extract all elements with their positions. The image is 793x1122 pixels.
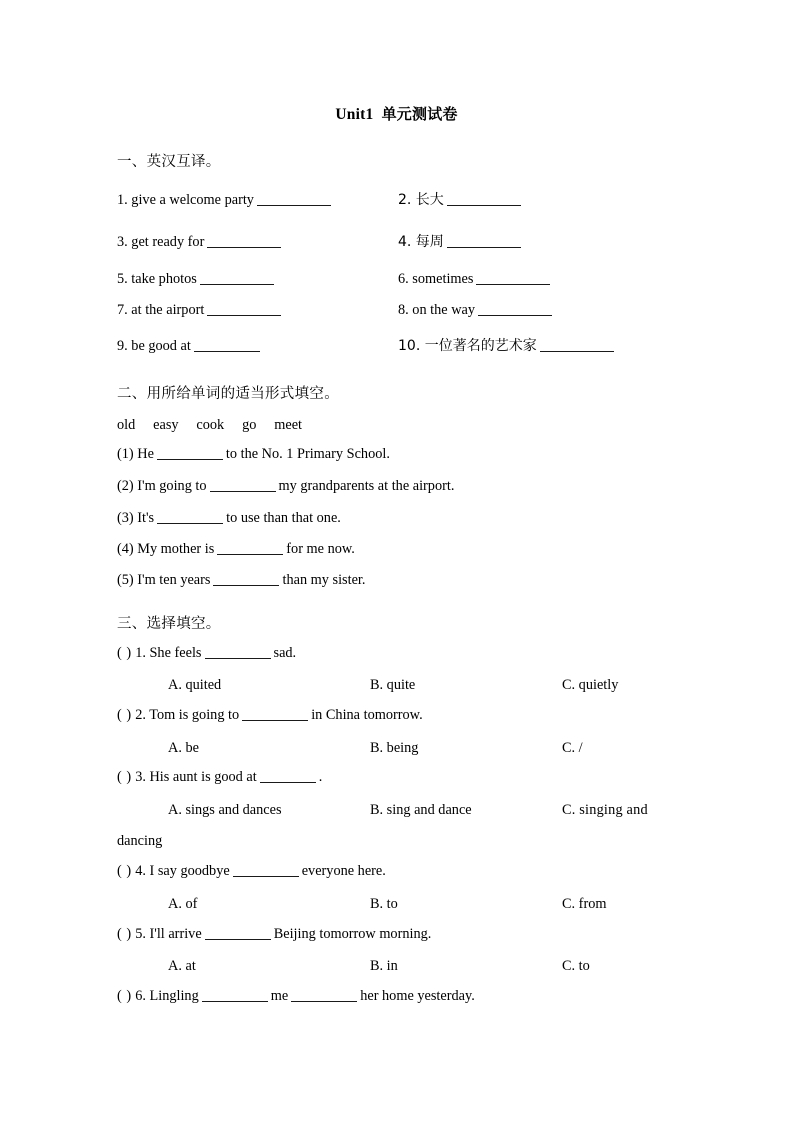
translate-item-7 (117, 303, 284, 319)
fill-question-1-pre: (1) He (117, 446, 154, 462)
mc-4-option-b[interactable]: B. to (370, 896, 398, 912)
fill-question-4-post: for me now. (286, 541, 355, 557)
answer-blank[interactable] (447, 205, 521, 206)
translate-item-3-label: 3. get ready for (117, 234, 205, 250)
answer-blank[interactable] (207, 315, 281, 316)
answer-blank[interactable] (447, 247, 521, 248)
mc-question-2-post: in China tomorrow. (311, 707, 423, 723)
mc-answer-bracket[interactable]: ( ) (117, 863, 132, 879)
answer-blank[interactable] (217, 554, 283, 555)
title-cn: 单元测试卷 (381, 105, 458, 123)
translate-item-10 (398, 339, 617, 355)
fill-question-3 (117, 511, 341, 527)
answer-blank[interactable] (200, 284, 274, 285)
mc-question-4 (117, 864, 386, 880)
fill-question-5-post: than my sister. (282, 572, 366, 588)
mc-answer-bracket[interactable]: ( ) (117, 988, 132, 1004)
title-en: Unit1 (335, 106, 374, 123)
mc-question-4-pre: 4. I say goodbye (135, 863, 230, 879)
fill-question-1 (117, 447, 390, 463)
mc-question-2-pre: 2. Tom is going to (135, 707, 240, 723)
mc-answer-bracket[interactable]: ( ) (117, 926, 132, 942)
answer-blank[interactable] (205, 939, 271, 940)
translate-item-6-label: 6. sometimes (398, 271, 474, 287)
translate-item-4 (398, 235, 524, 251)
page-title (0, 103, 793, 124)
answer-blank[interactable] (194, 351, 260, 352)
mc-3-option-a[interactable]: A. sings and dances (168, 802, 282, 818)
mc-question-3-pre: 3. His aunt is good at (135, 769, 257, 785)
translate-item-4-label: 4. 每周 (398, 234, 444, 250)
mc-question-2 (117, 708, 423, 724)
answer-blank[interactable] (210, 491, 276, 492)
mc-question-1 (117, 646, 296, 662)
translate-item-1-label: 1. give a welcome party (117, 192, 254, 208)
mc-question-6-post: her home yesterday. (360, 988, 475, 1004)
mc-3-option-c[interactable]: C. singing and (562, 802, 648, 818)
mc-5-option-c[interactable]: C. to (562, 958, 590, 974)
mc-question-3-post: . (318, 769, 323, 785)
mc-question-5-post: Beijing tomorrow morning. (273, 926, 432, 942)
mc-5-option-a[interactable]: A. at (168, 958, 196, 974)
mc-question-4-post: everyone here. (301, 863, 386, 879)
translate-item-1 (117, 193, 334, 209)
translate-item-5 (117, 272, 277, 288)
mc-answer-bracket[interactable]: ( ) (117, 645, 132, 661)
section-heading-2: 二、用所给单词的适当形式填空。 (117, 386, 339, 402)
mc-question-1-post: sad. (273, 645, 297, 661)
mc-1-option-c[interactable]: C. quietly (562, 677, 619, 693)
answer-blank[interactable] (207, 247, 281, 248)
translate-item-7-label: 7. at the airport (117, 302, 205, 318)
fill-question-2-pre: (2) I'm going to (117, 478, 207, 494)
mc-2-option-c[interactable]: C. / (562, 740, 583, 756)
answer-blank[interactable] (257, 205, 331, 206)
translate-item-9-label: 9. be good at (117, 338, 191, 354)
fill-question-3-post: to use than that one. (226, 510, 341, 526)
translate-item-2-label: 2. 长大 (398, 192, 444, 208)
answer-blank[interactable] (233, 876, 299, 877)
mc-answer-bracket[interactable]: ( ) (117, 769, 132, 785)
answer-blank[interactable] (242, 720, 308, 721)
mc-3-option-b[interactable]: B. sing and dance (370, 802, 472, 818)
fill-question-4-pre: (4) My mother is (117, 541, 215, 557)
mc-4-option-a[interactable]: A. of (168, 896, 198, 912)
answer-blank[interactable] (260, 782, 316, 783)
mc-5-option-b[interactable]: B. in (370, 958, 398, 974)
translate-item-6 (398, 272, 553, 288)
answer-blank[interactable] (213, 585, 279, 586)
answer-blank[interactable] (478, 315, 552, 316)
fill-question-4 (117, 542, 355, 558)
translate-item-5-label: 5. take photos (117, 271, 197, 287)
answer-blank[interactable] (202, 1001, 268, 1002)
word-bank: old easy cook go meet (117, 417, 303, 433)
mc-question-1-pre: 1. She feels (135, 645, 202, 661)
answer-blank[interactable] (291, 1001, 357, 1002)
mc-2-option-b[interactable]: B. being (370, 740, 419, 756)
fill-question-3-pre: (3) It's (117, 510, 155, 526)
translate-item-9 (117, 339, 263, 355)
mc-1-option-a[interactable]: A. quited (168, 677, 222, 693)
answer-blank[interactable] (157, 459, 223, 460)
fill-question-2-post: my grandparents at the airport. (278, 478, 455, 494)
mc-question-5-pre: 5. I'll arrive (135, 926, 202, 942)
mc-question-5 (117, 927, 431, 943)
mc-question-6-pre: 6. Lingling (135, 988, 199, 1004)
mc-4-option-c[interactable]: C. from (562, 896, 607, 912)
translate-item-2 (398, 193, 524, 209)
translate-item-10-label: 10. 一位著名的艺术家 (398, 338, 537, 354)
section-heading-1: 一、英汉互译。 (117, 154, 221, 170)
answer-blank[interactable] (540, 351, 614, 352)
answer-blank[interactable] (476, 284, 550, 285)
answer-blank[interactable] (205, 658, 271, 659)
section-heading-3: 三、选择填空。 (117, 616, 221, 632)
translate-item-8-label: 8. on the way (398, 302, 476, 318)
mc-question-6-mid: me (270, 988, 289, 1004)
fill-question-2 (117, 479, 454, 495)
fill-question-1-post: to the No. 1 Primary School. (225, 446, 390, 462)
answer-blank[interactable] (157, 523, 223, 524)
mc-answer-bracket[interactable]: ( ) (117, 707, 132, 723)
translate-item-8 (398, 303, 555, 319)
fill-question-5 (117, 573, 365, 589)
mc-2-option-a[interactable]: A. be (168, 740, 199, 756)
mc-3-option-c-wrap[interactable]: dancing (117, 833, 163, 849)
mc-1-option-b[interactable]: B. quite (370, 677, 416, 693)
translate-item-3 (117, 235, 284, 251)
mc-question-6 (117, 989, 475, 1005)
mc-question-3 (117, 770, 322, 786)
fill-question-5-pre: (5) I'm ten years (117, 572, 211, 588)
